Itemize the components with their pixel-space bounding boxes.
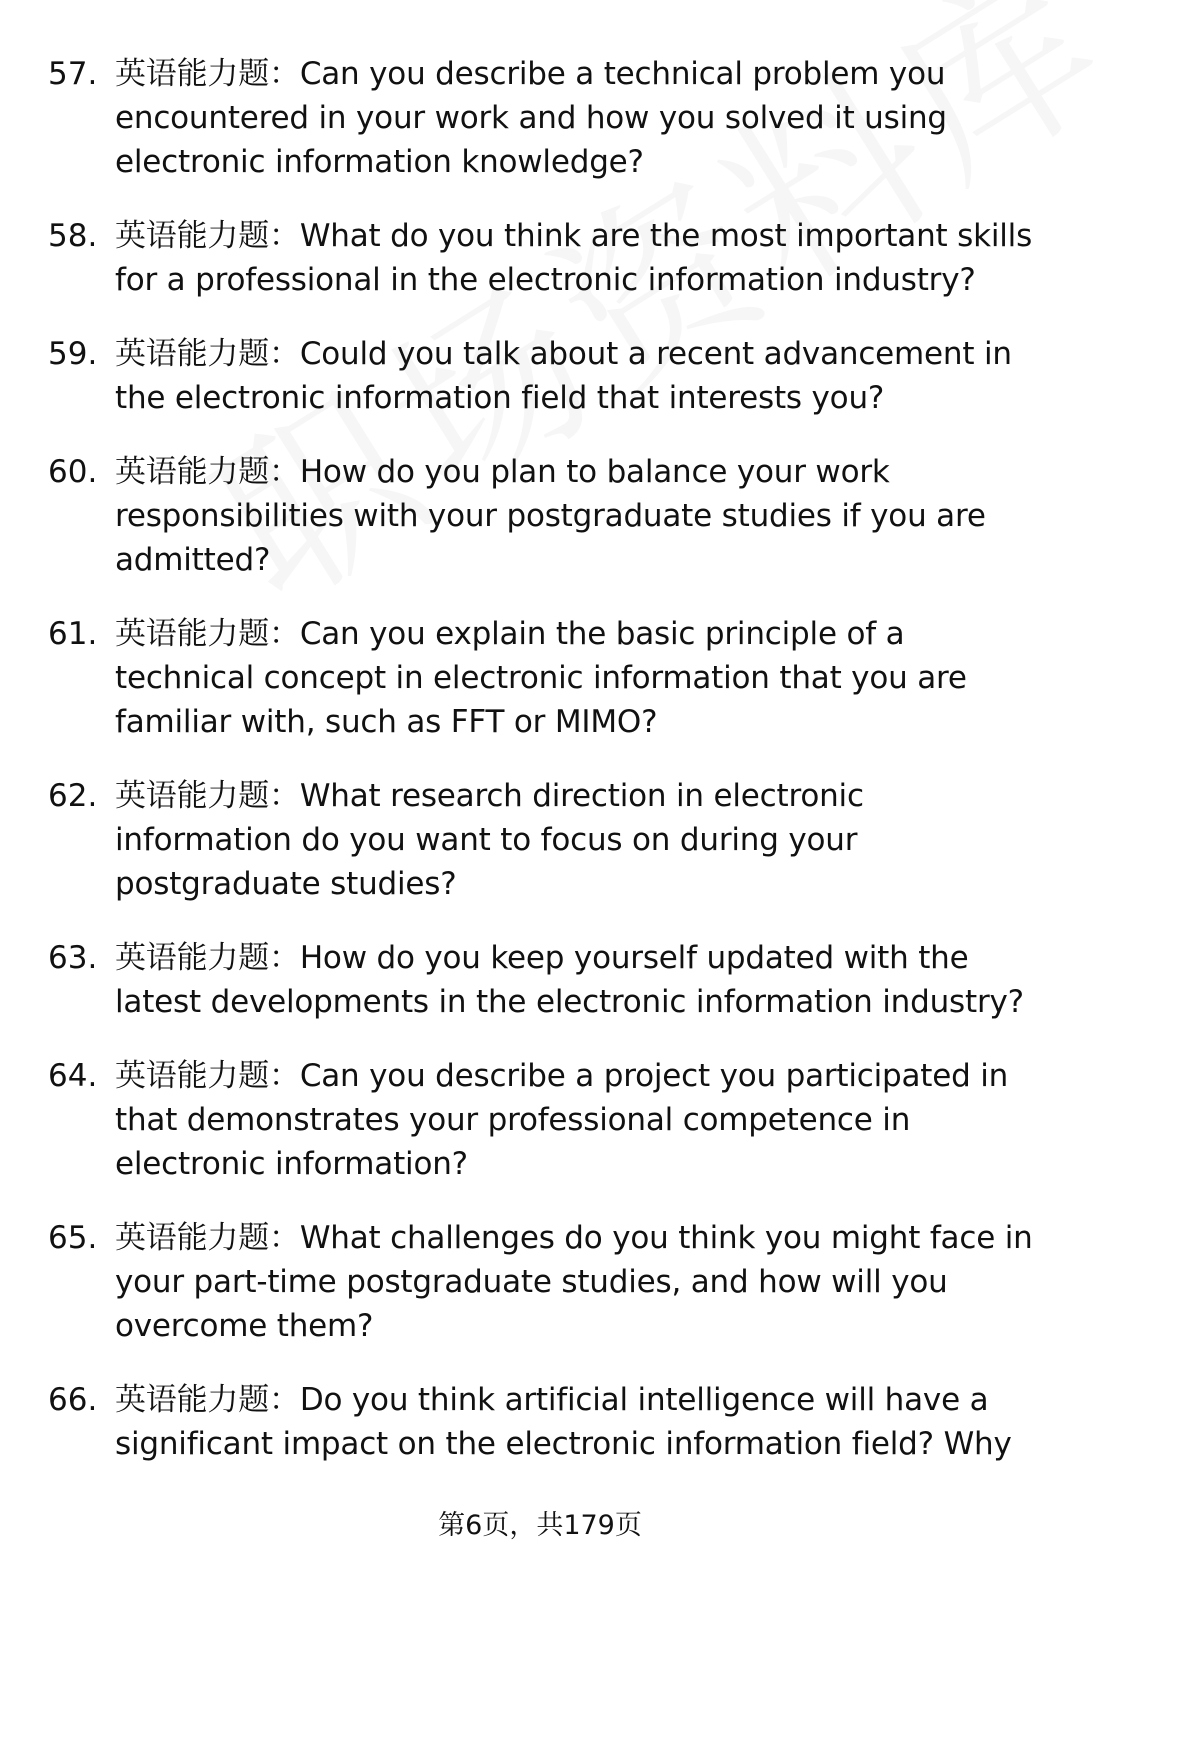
question-list xyxy=(48,52,1038,1496)
question-body xyxy=(115,52,1038,184)
question-number: 64. xyxy=(48,1058,98,1094)
question-text: Do you think artificial intelligence will have a significant impact on the electronic information field? Why xyxy=(115,1382,1012,1462)
question-text: How do you keep yourself updated with the latest developments in the electronic information industry? xyxy=(115,940,1024,1020)
question-item-63 xyxy=(48,936,1038,1024)
page-number-footer: 第6页，共179页 xyxy=(438,1510,642,1541)
question-body xyxy=(115,1378,1038,1466)
question-body xyxy=(115,214,1038,302)
question-number: 61. xyxy=(48,616,98,652)
question-text: Can you describe a technical problem you encountered in your work and how you solved it using electronic information knowledge? xyxy=(115,56,947,180)
question-body xyxy=(115,1216,1038,1348)
question-label: 英语能力题： xyxy=(115,56,300,92)
question-item-62 xyxy=(48,774,1038,906)
question-body xyxy=(115,936,1038,1024)
question-number: 59. xyxy=(48,336,98,372)
question-label: 英语能力题： xyxy=(115,1058,300,1094)
question-number: 58. xyxy=(48,218,98,254)
question-number: 66. xyxy=(48,1382,98,1418)
question-item-59 xyxy=(48,332,1038,420)
question-label: 英语能力题： xyxy=(115,778,300,814)
question-text: Could you talk about a recent advancement in the electronic information field that interests you? xyxy=(115,336,1012,416)
question-number: 57. xyxy=(48,56,98,92)
question-item-57 xyxy=(48,52,1038,184)
question-body xyxy=(115,450,1038,582)
question-item-66 xyxy=(48,1378,1038,1466)
question-item-65 xyxy=(48,1216,1038,1348)
question-label: 英语能力题： xyxy=(115,1382,300,1418)
question-item-64 xyxy=(48,1054,1038,1186)
question-number: 62. xyxy=(48,778,98,814)
question-text: What research direction in electronic information do you want to focus on during your postgraduate studies? xyxy=(115,778,864,902)
question-item-60 xyxy=(48,450,1038,582)
question-text: What challenges do you think you might face in your part-time postgraduate studies, and how will you overcome them? xyxy=(115,1220,1033,1344)
question-text: Can you describe a project you participated in that demonstrates your professional competence in electronic information? xyxy=(115,1058,1009,1182)
question-text: Can you explain the basic principle of a technical concept in electronic information that you are familiar with, such as FFT or MIMO? xyxy=(115,616,967,740)
question-body xyxy=(115,332,1038,420)
question-label: 英语能力题： xyxy=(115,940,300,976)
question-body xyxy=(115,612,1038,744)
question-number: 60. xyxy=(48,454,98,490)
question-label: 英语能力题： xyxy=(115,616,300,652)
question-item-58 xyxy=(48,214,1038,302)
question-label: 英语能力题： xyxy=(115,336,300,372)
question-label: 英语能力题： xyxy=(115,1220,300,1256)
question-text: What do you think are the most important skills for a professional in the electronic information industry? xyxy=(115,218,1033,298)
question-label: 英语能力题： xyxy=(115,454,300,490)
question-body xyxy=(115,774,1038,906)
question-number: 63. xyxy=(48,940,98,976)
question-item-61 xyxy=(48,612,1038,744)
question-number: 65. xyxy=(48,1220,98,1256)
question-body xyxy=(115,1054,1038,1186)
question-label: 英语能力题： xyxy=(115,218,300,254)
question-text: How do you plan to balance your work responsibilities with your postgraduate studies if you are admitted? xyxy=(115,454,986,578)
